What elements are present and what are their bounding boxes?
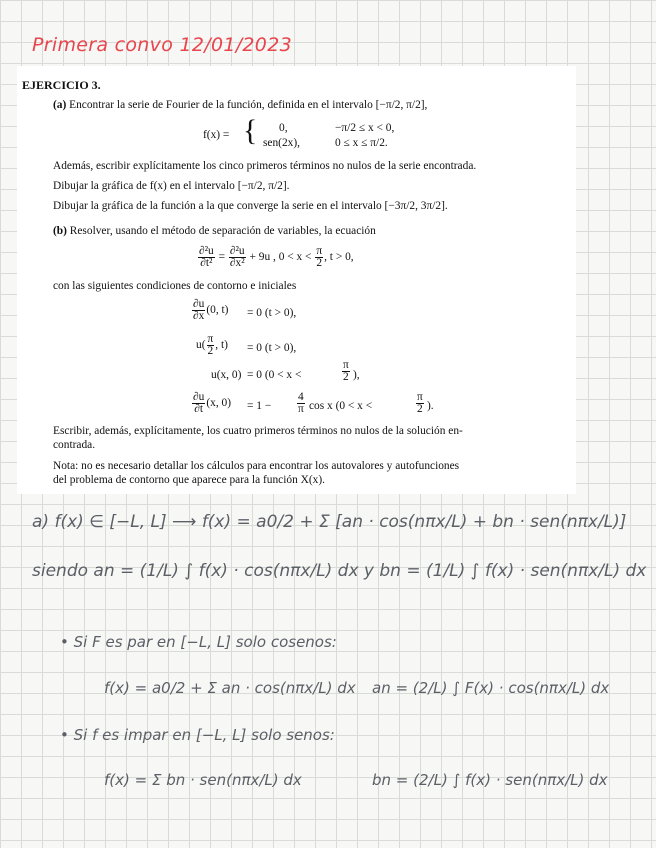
part-a-statement bbox=[53, 98, 427, 112]
notes-even-case: • Si F es par en [−L, L] solo cosenos: bbox=[60, 633, 337, 651]
part-a-line4: Dibujar la gráfica de la función a la que converge la serie en el intervalo [−3π/2, 3π/2]. bbox=[53, 200, 448, 212]
d2u-dt2: $\frac{\text{∂²u}}{\text{∂t²}}$ bbox=[199, 245, 214, 269]
pi-over-2: $\frac{\pi}{2}$ bbox=[316, 245, 323, 269]
part-a-line2: Además, escribir explícitamente los cinco primeros términos no nulos de la serie encontrada. bbox=[53, 160, 477, 172]
function-lhs: f(x) = bbox=[203, 129, 230, 141]
pde-rest: + 9u , 0 < x < bbox=[249, 251, 312, 264]
pde-equation: $\frac{\text{∂²u}}{\text{∂t²}}$ = $\frac{\text{∂²u}}{\text{∂x²}}$ + 9u , 0 < x < $\frac{\pi}{2}$ , t > 0, bbox=[199, 245, 354, 269]
closing-line-2: contrada. bbox=[53, 439, 96, 451]
case2-condition: 0 ≤ x ≤ π/2. bbox=[335, 137, 388, 149]
initial-condition-1: u(x, 0) = 0 (0 < x < $\frac{\pi}{2}$ ), bbox=[211, 359, 360, 383]
page-title: Primera convo 12/01/2023 bbox=[32, 34, 292, 56]
boundary-condition-1: $\frac{\partial u}{\partial x}$ (0, t) = 0 (t > 0), bbox=[193, 298, 297, 322]
notes-odd-coef: bn = (2/L) ∫ f(x) · sen(nπx/L) dx bbox=[372, 771, 608, 789]
notes-odd-case: • Si f es impar en [−L, L] solo senos: bbox=[60, 726, 335, 744]
conditions-intro: con las siguientes condiciones de contorno e iniciales bbox=[53, 280, 297, 292]
part-b-statement bbox=[53, 224, 376, 238]
notes-even-series: f(x) = a0/2 + Σ an · cos(nπx/L) dx bbox=[104, 679, 356, 697]
d2u-dx2: $\frac{\text{∂²u}}{\text{∂x²}}$ bbox=[229, 245, 245, 269]
pde-tail: , t > 0, bbox=[324, 251, 354, 264]
brace: { bbox=[243, 114, 258, 147]
boundary-condition-2: u( $\frac{\pi}{2}$ , t) = 0 (t > 0), bbox=[196, 333, 297, 357]
initial-condition-2: $\frac{\partial u}{\partial t}$ (x, 0) = 1 − $\frac{4}{\pi}$ cos x (0 < x < $\frac{\pi}{2}$ ). bbox=[193, 391, 434, 415]
notes-odd-series: f(x) = Σ bn · sen(nπx/L) dx bbox=[104, 771, 302, 789]
exercise-sheet bbox=[17, 66, 576, 494]
exercise-heading: EJERCICIO 3. bbox=[22, 78, 101, 92]
note-line-2: del problema de contorno que aparece para la función X(x). bbox=[53, 474, 325, 486]
part-a-label: (a) bbox=[53, 99, 67, 111]
notes-even-coef: an = (2/L) ∫ F(x) · cos(nπx/L) dx bbox=[372, 679, 610, 697]
closing-line-1: Escribir, además, explícitamente, los cuatro primeros términos no nulos de la solución en- bbox=[53, 425, 463, 437]
case1-value: 0, bbox=[279, 122, 288, 134]
case1-condition: −π/2 ≤ x < 0, bbox=[335, 122, 395, 134]
part-b-text: Resolver, usando el método de separación de variables, la ecuación bbox=[69, 225, 376, 237]
part-a-text: Encontrar la serie de Fourier de la función, definida en el intervalo [−π/2, π/2], bbox=[69, 99, 428, 111]
notes-coefficients: siendo an = (1/L) ∫ f(x) · cos(nπx/L) dx y bn = (1/L) ∫ f(x) · sen(nπx/L) dx bbox=[32, 561, 647, 581]
notes-fourier-series: a) f(x) ∈ [−L, L] ⟶ f(x) = a0/2 + Σ [an · cos(nπx/L) + bn · sen(nπx/L)] bbox=[32, 512, 627, 532]
case2-value: sen(2x), bbox=[263, 137, 301, 149]
part-a-line3: Dibujar la gráfica de f(x) en el intervalo [−π/2, π/2]. bbox=[53, 180, 290, 192]
part-b-label: (b) bbox=[53, 225, 67, 237]
note-line-1: Nota: no es necesario detallar los cálculos para encontrar los autovalores y autofunciones bbox=[53, 460, 460, 472]
